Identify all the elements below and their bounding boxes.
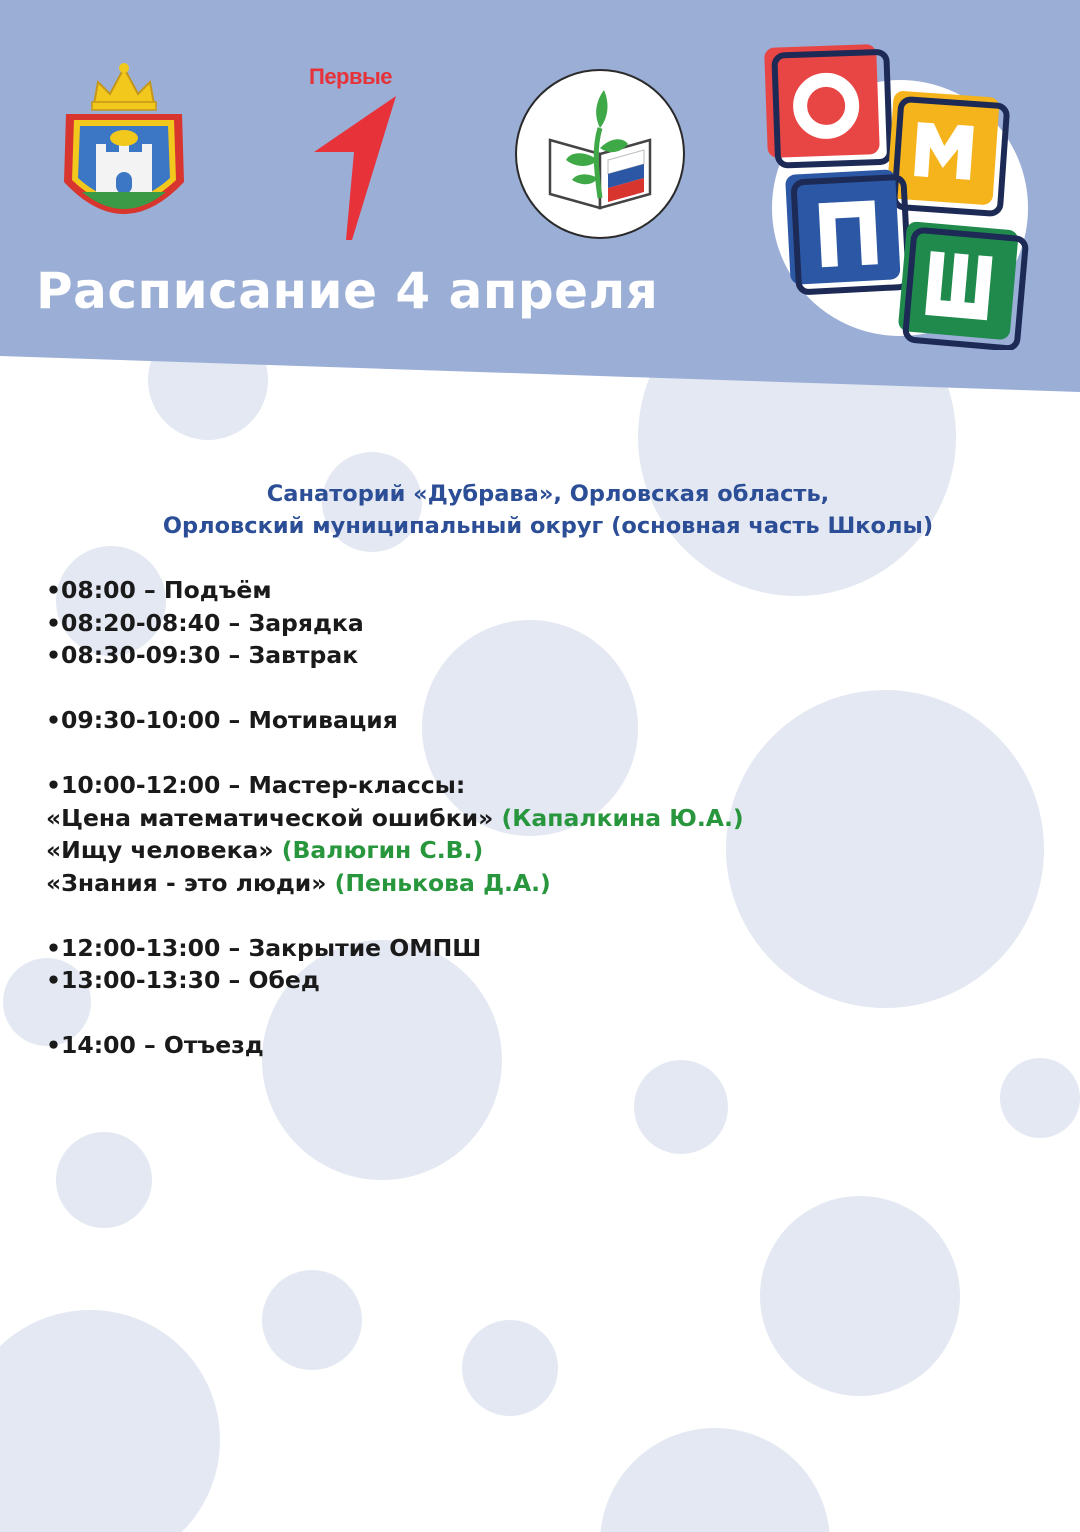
schedule-item: •12:00-13:00 – Закрытие ОМПШ: [46, 933, 482, 962]
schedule-item: •14:00 – Отъезд: [46, 1031, 264, 1059]
pervye-red-1-icon: [312, 94, 400, 240]
bg-circle: [462, 1320, 558, 1416]
masterclass-item: [46, 867, 744, 900]
schedule-list: [46, 574, 744, 1062]
bg-circle: [726, 690, 1044, 1008]
venue-line-2: Орловский муниципальный округ (основная часть Школы): [162, 513, 934, 539]
pervye-logo-text: Первые: [309, 64, 393, 89]
schedule-item: •08:20-08:40 – Зарядка: [46, 608, 364, 637]
schedule-spacer: [46, 672, 744, 705]
ompsh-blocks-icon: [762, 40, 1030, 350]
masterclass-item: [46, 834, 744, 867]
venue-line-1: Санаторий «Дубрава», Орловская область,: [266, 481, 830, 507]
schedule-spacer: [46, 997, 744, 1030]
schedule-item: •08:30-09:30 – Завтрак: [46, 641, 359, 669]
bg-circle: [634, 1060, 728, 1154]
masterclass-item: [46, 802, 744, 835]
bg-circle: [1000, 1058, 1080, 1138]
bg-circle: [0, 1310, 220, 1532]
masterclass-speaker: (Валюгин С.В.): [281, 836, 484, 864]
coat-of-arms-icon: [60, 60, 188, 232]
page-title: Расписание 4 апреля: [36, 262, 659, 320]
schedule-item: •09:30-10:00 – Мотивация: [46, 706, 398, 734]
schedule-spacer: [46, 899, 744, 932]
masterclass-title: «Цена математической ошибки»: [46, 803, 494, 832]
schedule-spacer: [46, 737, 744, 770]
schedule-item: •13:00-13:30 – Обед: [46, 966, 320, 994]
union-emblem-icon: [514, 68, 686, 240]
masterclass-title: «Знания - это люди»: [46, 868, 327, 897]
masterclass-speaker: (Пенькова Д.А.): [334, 868, 551, 897]
schedule-item: •08:00 – Подъём: [46, 576, 272, 604]
schedule-item: •10:00-12:00 – Мастер-классы:: [46, 771, 466, 799]
bg-circle: [56, 1132, 152, 1228]
venue-heading: [0, 478, 1080, 542]
masterclass-title: «Ищу человека»: [46, 836, 274, 864]
bg-circle: [262, 1270, 362, 1370]
bg-circle: [600, 1428, 830, 1532]
bg-circle: [760, 1196, 960, 1396]
masterclass-speaker: (Капалкина Ю.А.): [501, 803, 744, 832]
